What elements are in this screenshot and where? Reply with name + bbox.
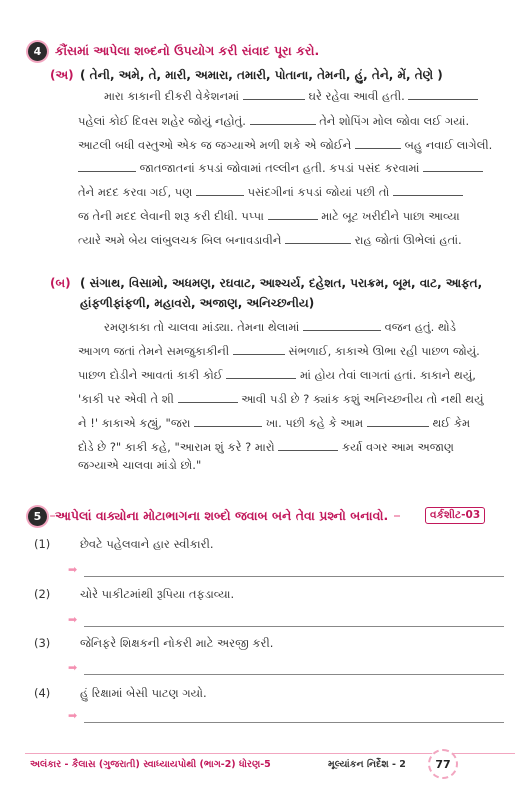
question-number: (4) xyxy=(34,686,51,700)
fill-blank[interactable] xyxy=(367,415,429,427)
text-line: જગ્યાએ ચાલવા માંડો છો." xyxy=(78,458,202,472)
question-text: છેવટે પહેલવાને હાર સ્વીકારી. xyxy=(80,537,214,551)
question-number: (2) xyxy=(34,587,51,601)
arrow-icon: ➡ xyxy=(68,661,78,674)
arrow-icon: ➡ xyxy=(68,563,78,576)
answer-line[interactable] xyxy=(84,673,504,675)
footer-book-title: અલંકાર - કૈલાસ (ગુજરાતી) સ્વાધ્યાયપોથી (ભાગ-2) ધોરણ-5 xyxy=(30,759,271,770)
section-number-badge: 4 xyxy=(28,42,47,61)
section-number-badge: 5 xyxy=(28,507,47,526)
fill-blank[interactable] xyxy=(423,160,483,172)
worksheet-tag: વર્કશીટ-03 xyxy=(425,507,485,524)
text-line: તેને મદદ કરવા ગઈ, પણ પસંદગીનાં કપડાં જોયાં પછી તો xyxy=(78,183,463,201)
text-line: આગળ જતાં તેમને સમજુકાકીની સંભળાઈ, કાકાએ ઊભા રહી પાછળ જોયું. xyxy=(78,344,480,358)
text-line: 'કાકી પર એવી તે શી આવી પડી છે ? ક્યાંક કશું અનિચ્છનીય તો નથી થયું xyxy=(78,392,484,406)
footer-section-name: મૂલ્યાંકન નિર્દેશ - 2 xyxy=(328,759,406,770)
question-text: જેનિફરે શિક્ષકની નોકરી માટે અરજી કરી. xyxy=(80,636,274,650)
fill-blank[interactable] xyxy=(226,367,296,379)
section-5-heading: આપેલાં વાક્યોના મોટાભાગના શબ્દો જવાબ બને તેવા પ્રશ્નો બનાવો. xyxy=(55,508,392,524)
text-line: આટલી બધી વસ્તુઓ એક જ જગ્યાએ મળી શકે એ જોઈને બહુ નવાઈ લાગેલી. xyxy=(78,138,493,152)
text-line: જ તેની મદદ લેવાની શરૂ કરી દીધી. પપ્પા માટે બૂટ ખરીદીને પાછા આવ્યા xyxy=(78,209,460,223)
text-line: ત્યારે અમે બેય લાંબુલચક બિલ બનાવડાવીને રાહ જોતાં ઊભેલાં હતાં. xyxy=(78,233,462,247)
text-line: રમણકાકા તો ચાલવા માંડ્યા. તેમના થેલામાં વજન હતું. થોડે xyxy=(104,320,456,334)
text-line: પાછળ દોડીને આવતાં કાકી કોઈ માં હોય તેવાં લાગતાં હતાં. કાકાને થયું, xyxy=(78,368,476,382)
part-a-word-list: ( તેની, અમે, તે, મારી, અમારા, તમારી, પોતાના, તેમની, હું, તેને, મેં, તેણે ) xyxy=(80,68,443,82)
answer-line[interactable] xyxy=(84,625,504,627)
page-number: 77 xyxy=(428,749,458,779)
fill-blank[interactable] xyxy=(303,319,381,331)
fill-blank[interactable] xyxy=(233,343,285,355)
fill-blank[interactable] xyxy=(78,160,136,172)
fill-blank[interactable] xyxy=(243,88,305,100)
part-b-word-list-cont: હાંફળીફાંફળી, મહાવરો, અજાણ, અનિચ્છનીય) xyxy=(80,296,315,310)
fill-blank[interactable] xyxy=(194,415,262,427)
answer-line[interactable] xyxy=(84,575,504,577)
section-4-heading: કૌંસમાં આપેલા શબ્દનો ઉપયોગ કરી સંવાદ પૂરા કરો. xyxy=(55,43,320,58)
question-number: (1) xyxy=(34,537,51,551)
fill-blank[interactable] xyxy=(196,184,244,196)
fill-blank[interactable] xyxy=(408,88,478,100)
part-b-label: (બ) xyxy=(50,276,71,290)
fill-blank[interactable] xyxy=(285,232,351,244)
fill-blank[interactable] xyxy=(278,439,338,451)
question-number: (3) xyxy=(34,636,51,650)
arrow-icon: ➡ xyxy=(68,613,78,626)
part-b-word-list: ( સંગાથ, વિસામો, અધમણ, રઘવાટ, આશ્ચર્ય, દહેશત, પરાક્રમ, બૂમ, વાટ, આફત, xyxy=(80,276,483,290)
question-text: હું રિક્ષામાં બેસી પાટણ ગયો. xyxy=(80,686,207,700)
fill-blank[interactable] xyxy=(250,113,316,125)
part-a-label: (અ) xyxy=(50,68,74,82)
text-line: પહેલાં કોઈ દિવસ શહેર જોયું નહોતું. તેને શોપિંગ મોલ જોવા લઈ ગયાં. xyxy=(78,114,470,128)
fill-blank[interactable] xyxy=(393,184,463,196)
question-text: ચોરે પાકીટમાંથી રૂપિયા તફડાવ્યા. xyxy=(80,587,235,601)
arrow-icon: ➡ xyxy=(68,709,78,722)
answer-line[interactable] xyxy=(84,721,504,723)
text-line: જાતજાતનાં કપડાં જોવામાં તલ્લીન હતી. કપડાં પસંદ કરવામાં xyxy=(78,159,483,177)
fill-blank[interactable] xyxy=(178,391,238,403)
text-line: મારા કાકાની દીકરી વેકેશનમાં ઘરે રહેવા આવી હતી. xyxy=(104,87,478,105)
text-line: દોડે છે ?" કાકી કહે, "આરામ શું કરે ? મારો કર્યા વગર આમ અજાણ xyxy=(78,440,454,454)
fill-blank[interactable] xyxy=(268,208,318,220)
text-line: ને !' કાકાએ કહ્યું, "જરા ખા. પછી કહે કે આમ થઈ કેમ xyxy=(78,416,471,430)
fill-blank[interactable] xyxy=(355,137,401,149)
